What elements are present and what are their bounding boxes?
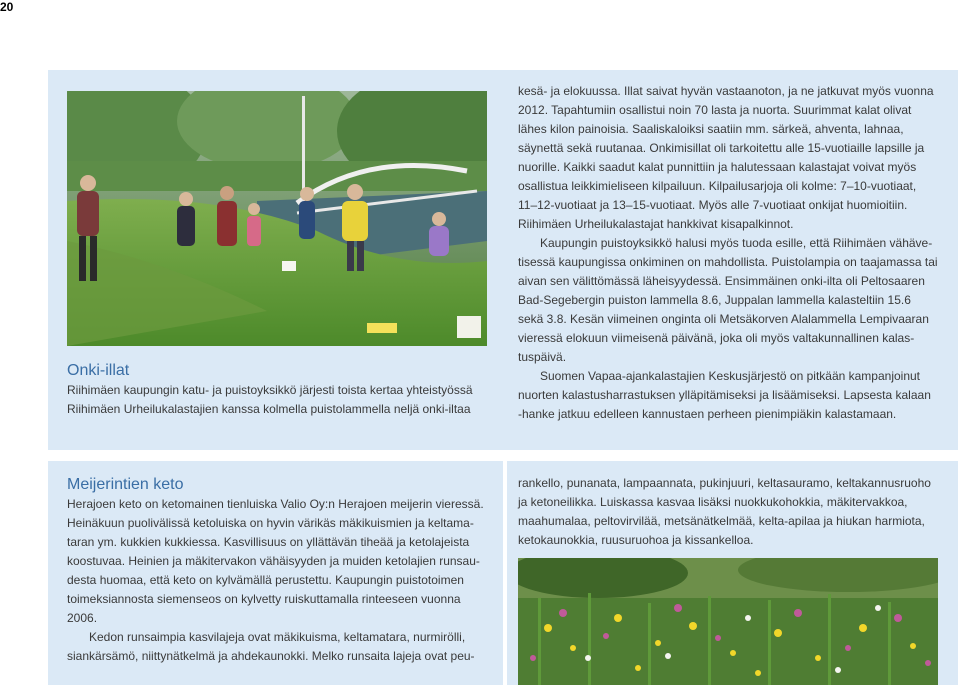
text-line: desta huomaa, että keto on kylvämällä perustettu. Kaupungin puistotoimen [67, 573, 464, 587]
text-line: vieressä elokuun viimeisenä päivänä, joka oli myös valtakunnallinen kalas- [518, 331, 915, 345]
meadow-flowers-photo [518, 558, 938, 685]
text-line: siankärsämö, niittynätkelmä ja ahdekaunokki. Melko runsaita lajeja ovat peu- [67, 649, 475, 663]
text-line: tisessä kaupungissa onkiminen on mahdollista. Puistolampia on taajamassa tai [518, 255, 938, 269]
text-line: nuorten kalastusharrastuksen ylläpitämiseksi ja lisäämiseksi. Lapsesta kalaan [518, 388, 931, 402]
text-line: taran ym. kukkien kukkiessa. Kasvillisuus on yllättävän tiheää ja ketolajeista [67, 535, 470, 549]
text-line: tuspäivä. [518, 350, 567, 364]
text-line: ketokaunokkia, ruusuruohoa ja kissankelloa. [518, 533, 754, 547]
text-line: 2012. Tapahtumiin osallistui noin 70 lasta ja nuorta. Suurimmat kalat olivat [518, 103, 912, 117]
text-line: Bad-Segebergin puiston lammella 8.6, Juppalan lammella kalasteltiin 15.6 [518, 293, 911, 307]
meijerintien-keto-heading: Meijerintien keto [67, 476, 184, 493]
text-line: aivan sen välittömässä läheisyydessä. Ensimmäinen onki-ilta oli Peltosaaren [518, 274, 925, 288]
onki-illat-intro [67, 381, 487, 419]
text-line: toimeksiannosta siemenseos on kylvetty ruiskuttamalla rinteeseen vuonna [67, 592, 461, 606]
text-line: osallistua leikkimieliseen kilpailuun. Kilpailusarjoja oli kolme: 7–10-vuotiaat, [518, 179, 917, 193]
text-line: 2006. [67, 611, 98, 625]
text-line: säynettä sekä ruutanaa. Onkimisillat oli tarkoitettu alle 15-vuotiaille lapsille ja [518, 141, 925, 155]
text-line: sekä 3.8. Kesän viimeinen onginta oli Metsäkorven Alalammella Lempivaaran [518, 312, 929, 326]
text-line: Heinäkuun puolivälissä ketoluiska on hyvin värikäs mäkikuismien ja keltama- [67, 516, 474, 530]
text-line: Kedon runsaimpia kasvilajeja ovat mäkikuisma, keltamatara, nurmirölli, [89, 630, 466, 644]
page-number: 20 [0, 0, 14, 14]
text-line: 11–12-vuotiaat ja 13–15-vuotiaat. Myös alle 7-vuotiaat onkijat huomioitiin. [518, 198, 908, 212]
text-line: -hanke jatkuu edelleen kannustaen perheen pienimpiäkin kalastamaan. [518, 407, 897, 421]
text-line: nuorille. Kaikki saadut kalat punnittiin ja halutessaan kalastajat voivat myös [518, 160, 917, 174]
text-line: Riihimäen Urheilukalastajien kanssa kolmella puistolammella neljä onki-iltaa [67, 402, 471, 416]
text-line: lähes kilon painoisia. Saaliskaloiksi saatiin mm. särkeä, ahventa, lahnaa, [518, 122, 904, 136]
meijerintien-keto-paragraph-1 [67, 495, 487, 666]
text-line: rankello, punanata, lampaannata, pukinjuuri, keltasauramo, keltakannusruoho [518, 476, 931, 490]
fishing-event-photo [67, 91, 487, 346]
text-line: Kaupungin puistoyksikkö halusi myös tuoda esille, että Riihimäen vähäve- [540, 236, 933, 250]
meijerintien-keto-paragraph-2 [518, 474, 938, 550]
onki-illat-heading: Onki-illat [67, 362, 130, 379]
text-line: Riihimäen Urheilukalastajat hankkivat kisapalkinnot. [518, 217, 794, 231]
text-line: Herajoen keto on ketomainen tienluiska Valio Oy:n Herajoen meijerin vieressä. [67, 497, 484, 511]
text-line: ja ketoneilikka. Luiskassa kasvaa lisäksi nuokkukohokkia, mäkitervakkoa, [518, 495, 908, 509]
text-line: Riihimäen kaupungin katu- ja puistoyksikkö järjesti toista kertaa yhteistyössä [67, 383, 473, 397]
text-line: maahumalaa, peltovirvilää, metsänätkelmää, kelta-apilaa ja hiukan harmiota, [518, 514, 925, 528]
text-line: Suomen Vapaa-ajankalastajien Keskusjärjestö on pitkään kampanjoinut [540, 369, 921, 383]
text-line: koostuvaa. Heinien ja mäkitervakon vähäisyyden ja muiden ketolajien runsau- [67, 554, 480, 568]
onki-illat-paragraph-1 [518, 82, 938, 424]
text-line: kesä- ja elokuussa. Illat saivat hyvän vastaanoton, ja ne jatkuvat myös vuonna [518, 84, 934, 98]
